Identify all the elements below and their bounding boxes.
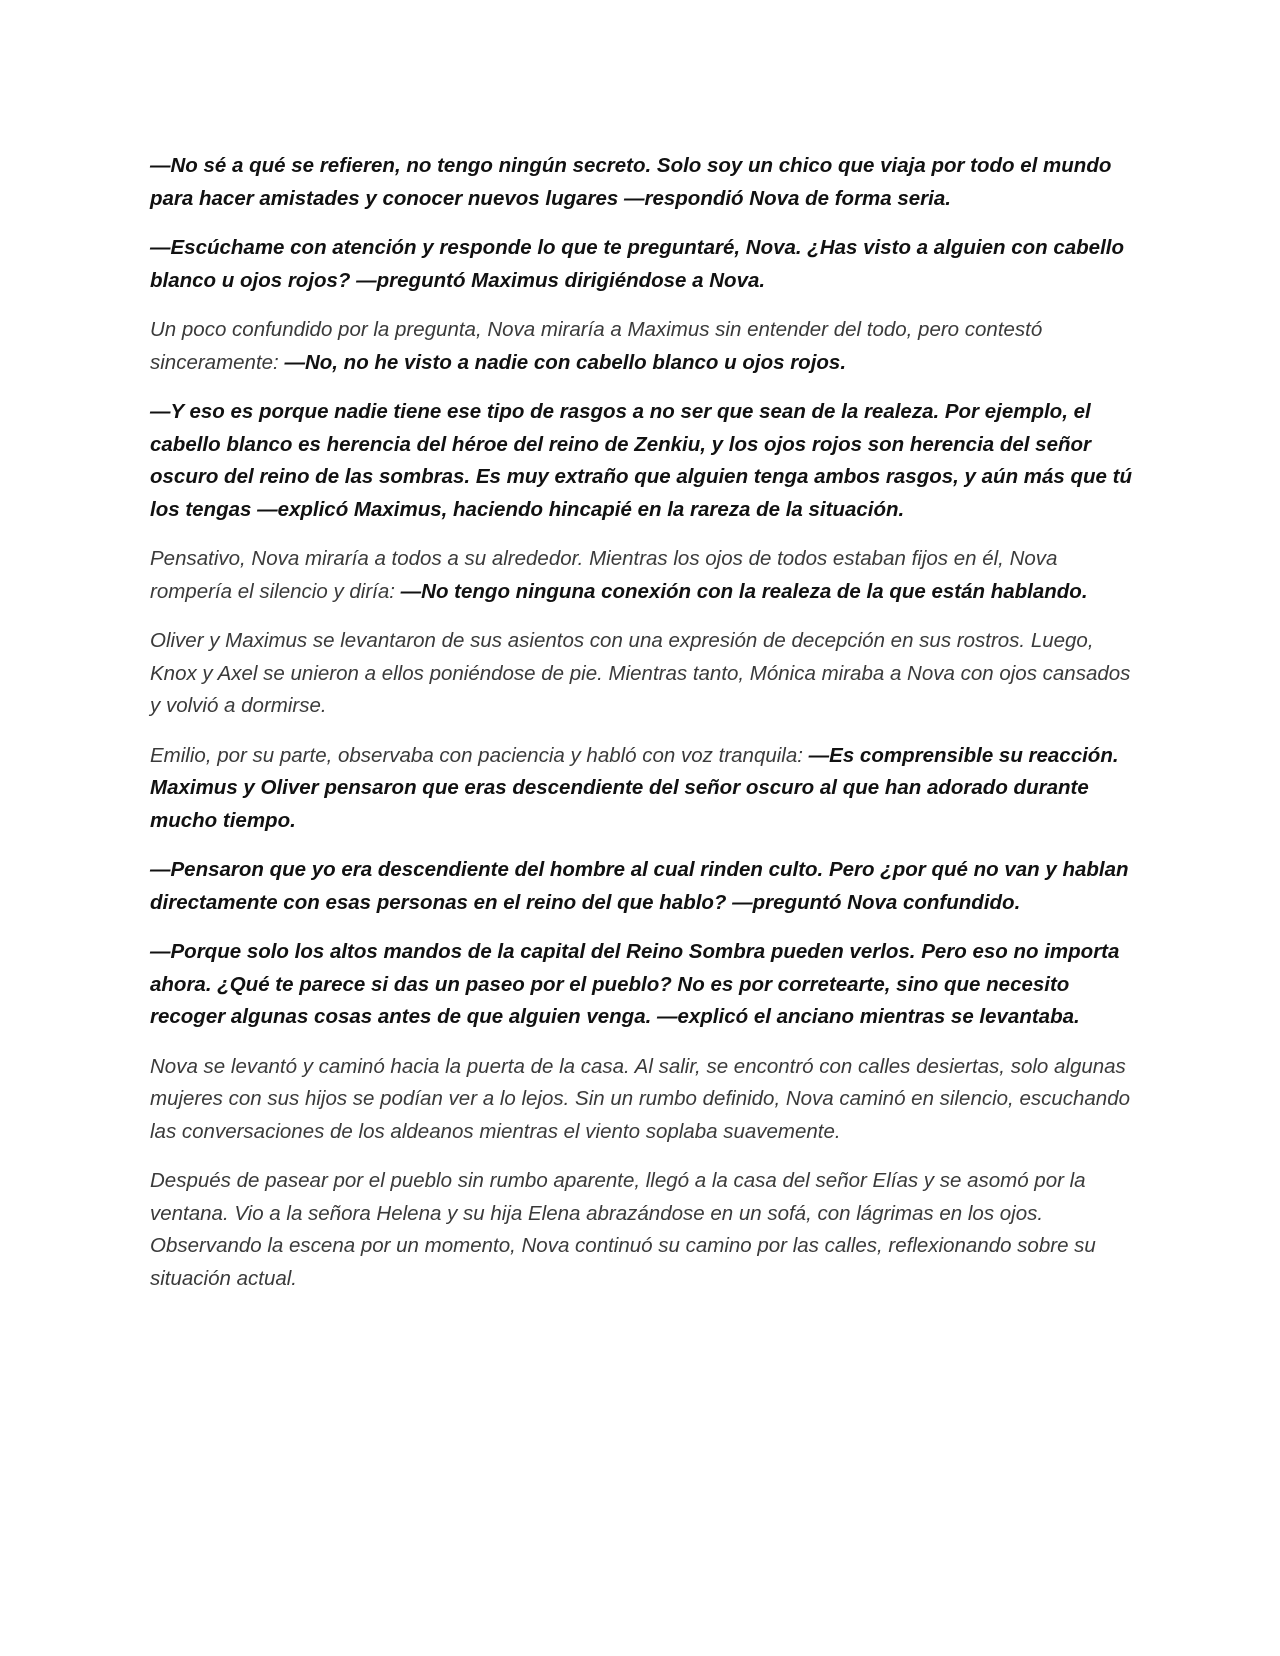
narration-text: Oliver y Maximus se levantaron de sus asientos con una expresión de decepción en sus rostros. Luego, Knox y Axel se unieron a ellos poniéndose de pie. Mientras tanto, Mónica miraba a Nova con ojos cansados y volvió a dormirse. <box>150 629 1131 717</box>
narration-text: Un poco confundido por la pregunta, Nova miraría a Maximus sin entender del todo, pero contestó sinceramente: <box>150 318 1043 374</box>
narration-text: Nova se levantó y caminó hacia la puerta de la casa. Al salir, se encontró con calles desiertas, solo algunas mujeres con sus hijos se podían ver a lo lejos. Sin un rumbo definido, Nova caminó en silencio, escuchando las conversaciones de los aldeanos mientras el viento soplaba suavemente. <box>150 1054 1130 1143</box>
paragraph-7 <box>150 740 1135 838</box>
dialogue-text: —No tengo ninguna conexión con la realeza de la que están hablando. <box>400 579 1088 603</box>
dialogue-text: —Pensaron que yo era descendiente del hombre al cual rinden culto. Pero ¿por qué no van y hablan directamente con esas personas en el reino del que hablo? —preguntó Nova confundido. <box>150 858 1129 914</box>
paragraph-3 <box>150 314 1135 379</box>
dialogue-text: —Porque solo los altos mandos de la capital del Reino Sombra pueden verlos. Pero eso no importa ahora. ¿Qué te parece si das un paseo por el pueblo? No es por corretearte, sino que necesito recoger algunas cosas antes de que alguien venga. —explicó el anciano mientras se levantaba. <box>150 940 1120 1028</box>
narration-text: Después de pasear por el pueblo sin rumbo aparente, llegó a la casa del señor Elías y se asomó por la ventana. Vio a la señora Helena y su hija Elena abrazándose en un sofá, con lágrimas en los ojos. Observando la escena por un momento, Nova continuó su camino por las calles, reflexionando sobre su situación actual. <box>150 1169 1096 1290</box>
narration-text: Emilio, por su parte, observaba con paciencia y habló con voz tranquila: <box>150 743 809 767</box>
dialogue-text: —Y eso es porque nadie tiene ese tipo de rasgos a no ser que sean de la realeza. Por ejemplo, el cabello blanco es herencia del héroe del reino de Zenkiu, y los ojos rojos son herencia del señor oscuro del reino de las sombras. Es muy extraño que alguien tenga ambos rasgos, y aún más que tú los tengas —explicó Maximus, haciendo hincapié en la rareza de la situación. <box>150 400 1132 521</box>
dialogue-text: —No sé a qué se refieren, no tengo ningún secreto. Solo soy un chico que viaja por todo el mundo para hacer amistades y conocer nuevos lugares —respondió Nova de forma seria. <box>150 154 1112 210</box>
paragraph-8 <box>150 854 1135 919</box>
document-page <box>150 150 1135 1312</box>
dialogue-text: —No, no he visto a nadie con cabello blanco u ojos rojos. <box>284 350 847 374</box>
paragraph-4 <box>150 396 1135 526</box>
paragraph-2 <box>150 232 1135 297</box>
paragraph-11 <box>150 1165 1135 1295</box>
paragraph-1 <box>150 150 1135 215</box>
paragraph-9 <box>150 936 1135 1034</box>
paragraph-10 <box>150 1051 1135 1149</box>
paragraph-6 <box>150 625 1135 723</box>
dialogue-text: —Escúchame con atención y responde lo que te preguntaré, Nova. ¿Has visto a alguien con cabello blanco u ojos rojos? —preguntó Maximus dirigiéndose a Nova. <box>150 236 1125 292</box>
narration-text: Pensativo, Nova miraría a todos a su alrededor. Mientras los ojos de todos estaban fijos en él, Nova rompería el silencio y diría: <box>150 547 1058 603</box>
paragraph-5 <box>150 543 1135 608</box>
dialogue-text: —Es comprensible su reacción. Maximus y Oliver pensaron que eras descendiente del señor oscuro al que han adorado durante mucho tiempo. <box>150 743 1119 832</box>
